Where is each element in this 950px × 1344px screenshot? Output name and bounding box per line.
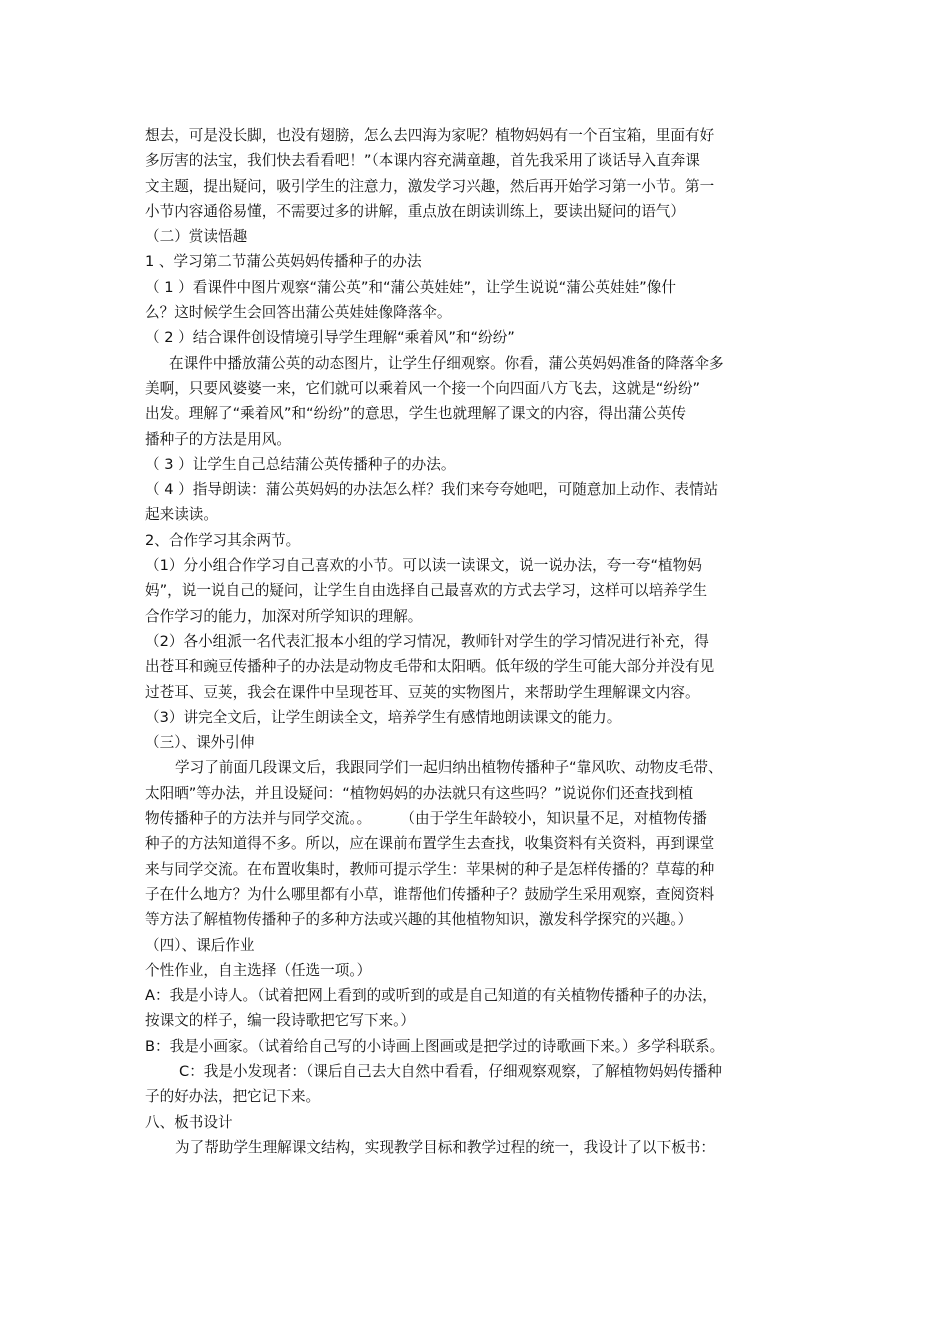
paragraph-line: 出发。理解了“乘着风”和“纷纷”的意思，学生也就理解了课文的内容，得出蒲公英传 bbox=[145, 405, 687, 423]
paragraph-line: 过苍耳、豆荚，我会在课件中呈现苍耳、豆荚的实物图片，来帮助学生理解课文内容。 bbox=[145, 683, 700, 701]
paragraph-line: 想去，可是没长脚，也没有翅膀，怎么去四海为家呢？植物妈妈有一个百宝箱，里面有好 bbox=[145, 127, 715, 144]
paragraph-line: 子在什么地方？为什么哪里都有小草，谁帮他们传播种子？鼓励学生采用观察，查阅资料 bbox=[145, 885, 715, 903]
paragraph-line: 多厉害的法宝，我们快去看看吧！”（本课内容充满童趣，首先我采用了谈话导入直奔课 bbox=[145, 152, 700, 170]
paragraph-line: 按课文的样子，编一段诗歌把它写下来。） bbox=[145, 1012, 415, 1030]
paragraph-line: 起来读读。 bbox=[145, 506, 218, 524]
paragraph-line: 学习了前面几段课文后，我跟同学们一起归纳出植物传播种子“靠风吹、动物皮毛带、 bbox=[175, 759, 723, 777]
paragraph-line: 么？这时候学生会回答出蒲公英娃娃像降落伞。 bbox=[145, 304, 452, 322]
paragraph-line: C：我是小发现者：（课后自己去大自然中看看，仔细观察观察，了解植物妈妈传播种 bbox=[179, 1062, 722, 1080]
subsection-heading: 1 、学习第二节蒲公英妈妈传播种子的办法 bbox=[145, 253, 422, 271]
paragraph-line: 文主题，提出疑问，吸引学生的注意力，激发学习兴趣，然后再开始学习第一小节。第一 bbox=[145, 177, 715, 195]
paragraph-line: 妈”，说一说自己的疑问，让学生自由选择自己最喜欢的方式去学习，这样可以培养学生 bbox=[145, 582, 708, 600]
paragraph-line: 播种子的方法是用风。 bbox=[145, 430, 291, 448]
paragraph-line: 来与同学交流。在布置收集时，教师可提示学生：苹果树的种子是怎样传播的？草莓的种 bbox=[145, 860, 715, 878]
paragraph-line: 等方法了解植物传播种子的多种方法或兴趣的其他植物知识，激发科学探究的兴趣。） bbox=[145, 911, 693, 929]
paragraph-line: （3）讲完全文后，让学生朗读全文，培养学生有感情地朗读课文的能力。 bbox=[145, 708, 622, 726]
paragraph-line: （2）各小组派一名代表汇报本小组的学习情况，教师针对学生的学习情况进行补充，得 bbox=[145, 632, 709, 650]
section-heading: （四）、课后作业 bbox=[145, 936, 255, 954]
paragraph-line: 美啊，只要风婆婆一来，它们就可以乘着风一个接一个向四面八方飞去，这就是“纷纷” bbox=[145, 379, 701, 397]
paragraph-line: 在课件中播放蒲公英的动态图片，让学生仔细观察。你看，蒲公英妈妈准备的降落伞多 bbox=[169, 354, 724, 372]
paragraph-line: 太阳晒”等办法，并且设疑问：“植物妈妈的办法就只有这些吗？”说说你们还查找到植 bbox=[145, 784, 694, 802]
paragraph-line: A：我是小诗人。（试着把网上看到的或听到的或是自己知道的有关植物传播种子的办法， bbox=[145, 987, 717, 1005]
document-body bbox=[145, 123, 825, 1160]
paragraph-line: 个性作业，自主选择（任选一项。） bbox=[145, 961, 372, 979]
paragraph-line: （1）分小组合作学习自己喜欢的小节。可以读一读课文，说一说办法，夸一夸“植物妈 bbox=[145, 557, 702, 575]
section-heading: （二）赏读悟趣 bbox=[145, 228, 248, 246]
paragraph-line: （ 2 ）结合课件创设情境引导学生理解“乘着风”和“纷纷” bbox=[145, 329, 515, 347]
paragraph-line: （ 4 ）指导朗读：蒲公英妈妈的办法怎么样？我们来夸夸她吧，可随意加上动作、表情站 bbox=[145, 481, 719, 499]
subsection-heading: 2、合作学习其余两节。 bbox=[145, 531, 301, 549]
paragraph-line: 合作学习的能力，加深对所学知识的理解。 bbox=[145, 607, 423, 625]
paragraph-line: B：我是小画家。（试着给自己写的小诗画上图画或是把学过的诗歌画下来。）多学科联系。 bbox=[145, 1037, 725, 1055]
paragraph-line: 为了帮助学生理解课文结构，实现教学目标和教学过程的统一，我设计了以下板书： bbox=[175, 1138, 715, 1156]
section-heading: （三）、课外引伸 bbox=[145, 734, 255, 752]
paragraph-line: 出苍耳和豌豆传播种子的办法是动物皮毛带和太阳晒。低年级的学生可能大部分并没有见 bbox=[145, 658, 715, 676]
paragraph-line: 子的好办法，把它记下来。 bbox=[145, 1088, 321, 1106]
paragraph-line: 小节内容通俗易懂，不需要过多的讲解，重点放在朗读训练上，要读出疑问的语气） bbox=[145, 202, 685, 220]
section-heading: 八、板书设计 bbox=[145, 1113, 233, 1131]
paragraph-line: 物传播种子的方法并与同学交流。。 （由于学生年龄较小，知识量不足，对植物传播 bbox=[145, 810, 707, 828]
paragraph-line: 种子的方法知道得不多。所以，应在课前布置学生去查找，收集资料有关资料，再到课堂 bbox=[145, 835, 715, 853]
paragraph-line: （ 1 ）看课件中图片观察“蒲公英”和“蒲公英娃娃”，让学生说说“蒲公英娃娃”像什 bbox=[145, 278, 676, 296]
paragraph-line: （ 3 ）让学生自己总结蒲公英传播种子的办法。 bbox=[145, 455, 456, 473]
